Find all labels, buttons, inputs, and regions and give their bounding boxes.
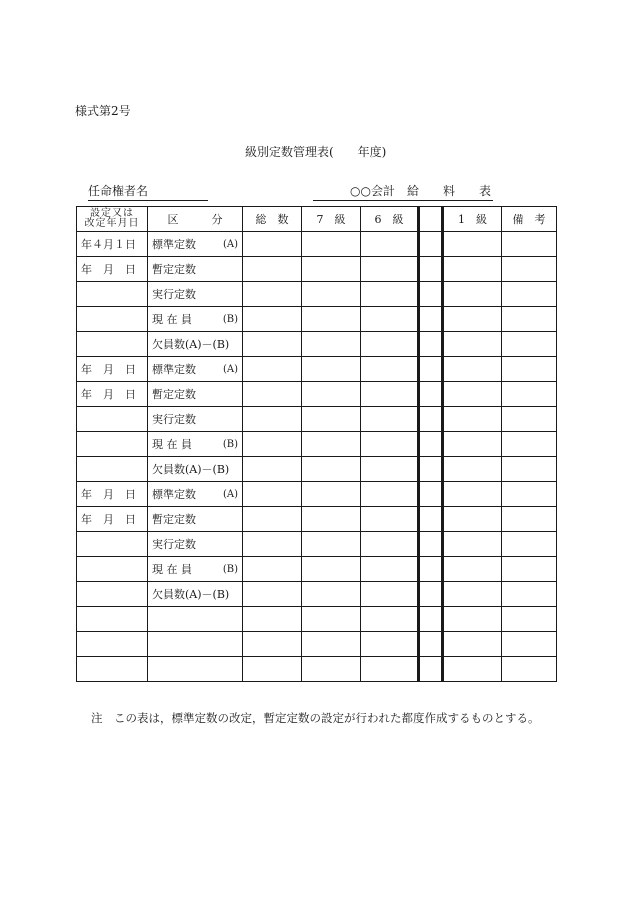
table-row bbox=[77, 607, 557, 632]
row-date-cell[interactable] bbox=[77, 582, 148, 607]
row-kubun-label: 欠員数(A)－(B) bbox=[152, 463, 230, 476]
remarks-cell[interactable] bbox=[502, 582, 557, 607]
omitted-grades-gap-cell bbox=[419, 507, 443, 532]
form-number: 様式第2号 bbox=[75, 104, 131, 118]
table-row bbox=[77, 232, 557, 257]
row-kubun-suffix: (B) bbox=[222, 563, 238, 575]
row-kubun-cell bbox=[148, 607, 243, 632]
total-cell[interactable] bbox=[243, 432, 302, 457]
total-cell[interactable] bbox=[243, 332, 302, 357]
grade7-cell[interactable] bbox=[302, 457, 361, 482]
row-kubun-cell bbox=[148, 357, 243, 382]
grade6-cell[interactable] bbox=[361, 307, 419, 332]
grade1-cell[interactable] bbox=[443, 657, 502, 682]
row-kubun-cell bbox=[148, 482, 243, 507]
grade7-cell[interactable] bbox=[302, 232, 361, 257]
grade6-cell[interactable] bbox=[361, 257, 419, 282]
set-date-header-line2: 改定年月日 bbox=[84, 218, 140, 229]
table-row bbox=[77, 557, 557, 582]
grade7-cell[interactable] bbox=[302, 657, 361, 682]
total-cell[interactable] bbox=[243, 407, 302, 432]
row-kubun-label: 標準定数 bbox=[152, 238, 196, 251]
table-row bbox=[77, 632, 557, 657]
row-date-cell[interactable] bbox=[77, 632, 148, 657]
table-row bbox=[77, 407, 557, 432]
total-cell[interactable] bbox=[243, 257, 302, 282]
table-row bbox=[77, 532, 557, 557]
footnote: 注 この表は，標準定数の改定，暫定定数の設定が行われた都度作成するものとする。 bbox=[91, 711, 540, 725]
total-cell[interactable] bbox=[243, 657, 302, 682]
row-kubun-suffix: (A) bbox=[222, 363, 238, 375]
total-cell[interactable] bbox=[243, 357, 302, 382]
row-kubun-cell bbox=[148, 332, 243, 357]
grade1-cell[interactable] bbox=[443, 282, 502, 307]
total-cell[interactable] bbox=[243, 382, 302, 407]
table-row bbox=[77, 332, 557, 357]
grade7-cell[interactable] bbox=[302, 607, 361, 632]
grade6-cell[interactable] bbox=[361, 407, 419, 432]
grade7-cell[interactable] bbox=[302, 632, 361, 657]
omitted-grades-gap-cell bbox=[419, 257, 443, 282]
row-date-cell[interactable] bbox=[77, 657, 148, 682]
grade1-cell[interactable] bbox=[443, 632, 502, 657]
row-date-cell[interactable] bbox=[77, 532, 148, 557]
row-kubun-cell bbox=[148, 557, 243, 582]
remarks-cell[interactable] bbox=[502, 432, 557, 457]
remarks-cell[interactable] bbox=[502, 457, 557, 482]
omitted-grades-gap-cell bbox=[419, 432, 443, 457]
grade6-cell[interactable] bbox=[361, 507, 419, 532]
row-kubun-label: 暫定定数 bbox=[152, 263, 196, 276]
row-date-cell[interactable] bbox=[77, 557, 148, 582]
grade7-cell[interactable] bbox=[302, 382, 361, 407]
row-kubun-label: 現 在 員 bbox=[152, 563, 192, 576]
omitted-grades-gap-cell bbox=[419, 557, 443, 582]
row-date-cell[interactable]: 年 月 日 bbox=[77, 382, 148, 407]
grade6-cell[interactable] bbox=[361, 632, 419, 657]
row-kubun-cell bbox=[148, 307, 243, 332]
row-kubun-label: 欠員数(A)－(B) bbox=[152, 338, 230, 351]
row-kubun-suffix: (A) bbox=[222, 238, 238, 250]
row-kubun-label: 標準定数 bbox=[152, 488, 196, 501]
row-kubun-label: 現 在 員 bbox=[152, 438, 192, 451]
row-kubun-cell bbox=[148, 532, 243, 557]
grade1-cell[interactable] bbox=[443, 307, 502, 332]
grade1-cell[interactable] bbox=[443, 432, 502, 457]
row-kubun-cell bbox=[148, 382, 243, 407]
remarks-cell[interactable] bbox=[502, 657, 557, 682]
grade-quota-table bbox=[76, 206, 557, 682]
grade7-header: 7 級 bbox=[302, 207, 361, 232]
row-date-cell[interactable] bbox=[77, 332, 148, 357]
omitted-grades-gap-cell bbox=[419, 457, 443, 482]
grade6-cell[interactable] bbox=[361, 232, 419, 257]
omitted-grades-gap-cell bbox=[419, 532, 443, 557]
total-cell[interactable] bbox=[243, 282, 302, 307]
grade1-cell[interactable] bbox=[443, 407, 502, 432]
remarks-cell[interactable] bbox=[502, 307, 557, 332]
row-kubun-cell bbox=[148, 582, 243, 607]
remarks-cell[interactable] bbox=[502, 482, 557, 507]
grade6-cell[interactable] bbox=[361, 582, 419, 607]
grade6-cell[interactable] bbox=[361, 357, 419, 382]
table-row bbox=[77, 357, 557, 382]
grade6-cell[interactable] bbox=[361, 432, 419, 457]
grade7-cell[interactable] bbox=[302, 507, 361, 532]
grade1-cell[interactable] bbox=[443, 457, 502, 482]
table-body bbox=[77, 232, 557, 682]
row-date-cell[interactable] bbox=[77, 607, 148, 632]
grade7-cell[interactable] bbox=[302, 432, 361, 457]
omitted-grades-gap-cell bbox=[419, 607, 443, 632]
row-kubun-cell bbox=[148, 632, 243, 657]
row-date-cell[interactable]: 年 月 日 bbox=[77, 357, 148, 382]
omitted-grades-gap-cell bbox=[419, 282, 443, 307]
grade1-cell[interactable] bbox=[443, 532, 502, 557]
row-date-cell[interactable]: 年 月 日 bbox=[77, 482, 148, 507]
omitted-grades-gap-cell bbox=[419, 382, 443, 407]
grade7-cell[interactable] bbox=[302, 557, 361, 582]
total-cell[interactable] bbox=[243, 632, 302, 657]
grade1-cell[interactable] bbox=[443, 607, 502, 632]
table-row bbox=[77, 482, 557, 507]
grade7-cell[interactable] bbox=[302, 532, 361, 557]
grade7-cell[interactable] bbox=[302, 482, 361, 507]
remarks-cell[interactable] bbox=[502, 257, 557, 282]
grade6-cell[interactable] bbox=[361, 457, 419, 482]
row-date-cell[interactable] bbox=[77, 407, 148, 432]
table-header-row bbox=[77, 207, 557, 232]
grade6-cell[interactable] bbox=[361, 482, 419, 507]
table-row bbox=[77, 282, 557, 307]
grade6-header: 6 級 bbox=[361, 207, 419, 232]
grade7-cell[interactable] bbox=[302, 257, 361, 282]
grade6-cell[interactable] bbox=[361, 557, 419, 582]
grade6-cell[interactable] bbox=[361, 332, 419, 357]
row-kubun-label: 暫定定数 bbox=[152, 388, 196, 401]
total-cell[interactable] bbox=[243, 307, 302, 332]
total-cell[interactable] bbox=[243, 507, 302, 532]
grade1-header: 1 級 bbox=[443, 207, 502, 232]
table-row bbox=[77, 657, 557, 682]
row-date-cell[interactable] bbox=[77, 457, 148, 482]
row-kubun-label: 実行定数 bbox=[152, 538, 196, 551]
row-kubun-suffix: (B) bbox=[222, 438, 238, 450]
omitted-grades-gap-cell bbox=[419, 332, 443, 357]
account-salary-table-label: ○○会計 給 料 表 bbox=[313, 182, 493, 201]
grade6-cell[interactable] bbox=[361, 282, 419, 307]
remarks-cell[interactable] bbox=[502, 382, 557, 407]
grade7-cell[interactable] bbox=[302, 582, 361, 607]
total-cell[interactable] bbox=[243, 607, 302, 632]
grade1-cell[interactable] bbox=[443, 332, 502, 357]
grade7-cell[interactable] bbox=[302, 407, 361, 432]
table-row bbox=[77, 507, 557, 532]
table-row bbox=[77, 382, 557, 407]
omitted-grades-gap bbox=[419, 207, 443, 232]
table-row bbox=[77, 307, 557, 332]
set-date-header-line1: 設定又は bbox=[90, 208, 134, 219]
grade1-cell[interactable] bbox=[443, 357, 502, 382]
total-cell[interactable] bbox=[243, 557, 302, 582]
grade7-cell[interactable] bbox=[302, 357, 361, 382]
grade1-cell[interactable] bbox=[443, 507, 502, 532]
remarks-cell[interactable] bbox=[502, 632, 557, 657]
remarks-cell[interactable] bbox=[502, 357, 557, 382]
remarks-cell[interactable] bbox=[502, 232, 557, 257]
row-kubun-cell bbox=[148, 257, 243, 282]
row-kubun-suffix: (A) bbox=[222, 488, 238, 500]
row-kubun-cell bbox=[148, 232, 243, 257]
row-date-cell[interactable]: 年 月 日 bbox=[77, 257, 148, 282]
grade1-cell[interactable] bbox=[443, 557, 502, 582]
grade7-cell[interactable] bbox=[302, 282, 361, 307]
row-date-cell[interactable] bbox=[77, 432, 148, 457]
total-cell[interactable] bbox=[243, 582, 302, 607]
remarks-cell[interactable] bbox=[502, 607, 557, 632]
row-kubun-label: 現 在 員 bbox=[152, 313, 192, 326]
grade6-cell[interactable] bbox=[361, 382, 419, 407]
omitted-grades-gap-cell bbox=[419, 657, 443, 682]
row-kubun-label: 実行定数 bbox=[152, 413, 196, 426]
omitted-grades-gap-cell bbox=[419, 482, 443, 507]
grade1-cell[interactable] bbox=[443, 382, 502, 407]
total-cell[interactable] bbox=[243, 532, 302, 557]
row-kubun-label: 欠員数(A)－(B) bbox=[152, 588, 230, 601]
row-kubun-suffix: (B) bbox=[222, 313, 238, 325]
row-kubun-label: 暫定定数 bbox=[152, 513, 196, 526]
row-date-cell[interactable] bbox=[77, 307, 148, 332]
row-date-cell[interactable] bbox=[77, 282, 148, 307]
omitted-grades-gap-cell bbox=[419, 357, 443, 382]
remarks-cell[interactable] bbox=[502, 282, 557, 307]
remarks-cell[interactable] bbox=[502, 557, 557, 582]
grade6-cell[interactable] bbox=[361, 532, 419, 557]
row-kubun-cell bbox=[148, 432, 243, 457]
grade7-cell[interactable] bbox=[302, 332, 361, 357]
total-cell[interactable] bbox=[243, 457, 302, 482]
table-row bbox=[77, 432, 557, 457]
grade7-cell[interactable] bbox=[302, 307, 361, 332]
total-header: 総 数 bbox=[243, 207, 302, 232]
grade6-cell[interactable] bbox=[361, 657, 419, 682]
omitted-grades-gap-cell bbox=[419, 632, 443, 657]
remarks-cell[interactable] bbox=[502, 507, 557, 532]
row-kubun-label: 実行定数 bbox=[152, 288, 196, 301]
row-kubun-cell bbox=[148, 657, 243, 682]
kubun-header: 区 分 bbox=[148, 207, 243, 232]
omitted-grades-gap-cell bbox=[419, 307, 443, 332]
grade6-cell[interactable] bbox=[361, 607, 419, 632]
row-date-cell[interactable]: 年 月 日 bbox=[77, 507, 148, 532]
grade1-cell[interactable] bbox=[443, 232, 502, 257]
document-title: 級別定数管理表( 年度) bbox=[245, 145, 387, 159]
row-kubun-cell bbox=[148, 457, 243, 482]
set-date-header bbox=[77, 207, 148, 232]
remarks-cell[interactable] bbox=[502, 532, 557, 557]
omitted-grades-gap-cell bbox=[419, 582, 443, 607]
grade1-cell[interactable] bbox=[443, 482, 502, 507]
row-kubun-cell bbox=[148, 282, 243, 307]
table-row bbox=[77, 457, 557, 482]
row-kubun-cell bbox=[148, 407, 243, 432]
row-date-cell[interactable]: 年４月１日 bbox=[77, 232, 148, 257]
table-row bbox=[77, 582, 557, 607]
grade1-cell[interactable] bbox=[443, 582, 502, 607]
omitted-grades-gap-cell bbox=[419, 232, 443, 257]
appointer-name-label: 任命権者名 bbox=[88, 182, 208, 201]
total-cell[interactable] bbox=[243, 482, 302, 507]
row-kubun-label: 標準定数 bbox=[152, 363, 196, 376]
remarks-header: 備 考 bbox=[502, 207, 557, 232]
row-kubun-cell bbox=[148, 507, 243, 532]
remarks-cell[interactable] bbox=[502, 407, 557, 432]
remarks-cell[interactable] bbox=[502, 332, 557, 357]
grade1-cell[interactable] bbox=[443, 257, 502, 282]
table-row bbox=[77, 257, 557, 282]
omitted-grades-gap-cell bbox=[419, 407, 443, 432]
total-cell[interactable] bbox=[243, 232, 302, 257]
